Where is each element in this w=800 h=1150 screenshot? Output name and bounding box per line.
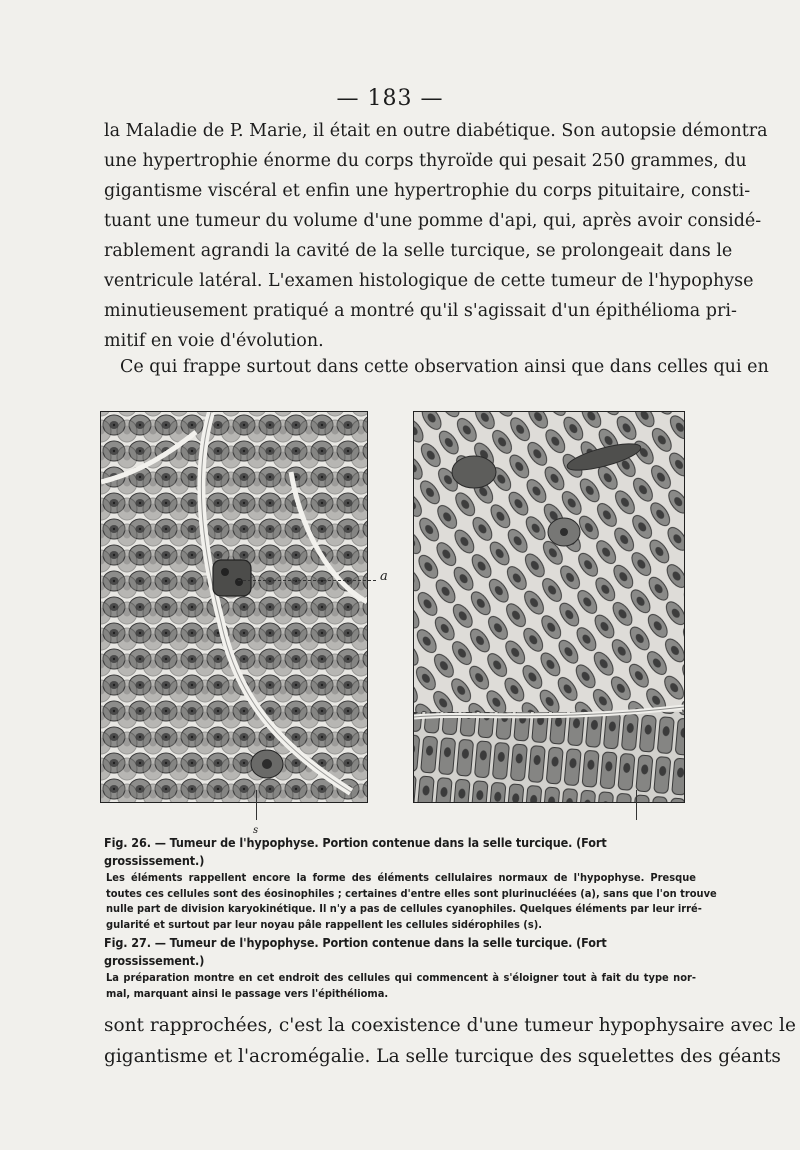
figure-label-s: s — [253, 825, 259, 836]
text-line: gigantisme viscéral et enfin une hypertrophie du corps pituitaire, consti- — [104, 181, 751, 201]
page-number: — 183 — — [336, 86, 444, 111]
figure-label-a: a — [380, 569, 388, 584]
text-line: Ce qui frappe surtout dans cette observation ainsi que dans celles qui en — [120, 357, 769, 377]
text-line: ventricule latéral. L'examen histologique de cette tumeur de l'hypophyse — [104, 271, 754, 291]
text-line: mitif en voie d'évolution. — [104, 331, 324, 351]
text-line: minutieusement pratiqué a montré qu'il s'agissait d'un épithélioma pri- — [104, 301, 737, 321]
caption-title: Fig. 27. — Tumeur de l'hypophyse. Portion contenue dans la selle turcique. (Fort grossissement.) — [104, 935, 607, 968]
text-line: sont rapprochées, c'est la coexistence d'une tumeur hypophysaire avec le — [104, 1015, 796, 1036]
caption-line: gularité et surtout par leur noyau pâle rappellent les cellules sidérophiles (s). — [106, 917, 543, 931]
cell-tissue-illustration — [414, 412, 684, 802]
text-line: la Maladie de P. Marie, il était en outre diabétique. Son autopsie démontra — [104, 121, 768, 141]
paragraph-3 — [104, 1010, 796, 1072]
caption-line: toutes ces cellules sont des éosinophiles ; certaines d'entre elles sont plurinucléées (a), sans que l'on trouve — [106, 886, 717, 900]
caption-line: La préparation montre en cet endroit des cellules qui commencent à s'éloigner tout à fait du type nor- — [106, 971, 696, 984]
cell-tissue-illustration — [101, 412, 367, 802]
caption-body — [104, 970, 696, 1001]
paragraph-1 — [104, 116, 768, 356]
figure-26-micrograph — [100, 411, 368, 803]
paragraph-2 — [104, 352, 769, 382]
caption-figure-27 — [104, 934, 696, 1001]
caption-line: nulle part de division karyokinétique. Il n'y a pas de cellules cyanophiles. Quelques éléments par leur irré- — [106, 902, 702, 915]
pointer-line-right — [636, 790, 637, 820]
caption-line: Les éléments rappellent encore la forme des éléments cellulaires normaux de l'hypophyse. Presque — [106, 871, 696, 884]
pointer-line-a — [238, 580, 376, 581]
figure-27-micrograph — [413, 411, 685, 803]
text-line: rablement agrandi la cavité de la selle turcique, se prolongeait dans le — [104, 241, 733, 261]
caption-line: mal, marquant ainsi le passage vers l'épithélioma. — [106, 986, 389, 1000]
text-line: tuant une tumeur du volume d'une pomme d'api, qui, après avoir considé- — [104, 211, 762, 231]
text-line: une hypertrophie énorme du corps thyroïde qui pesait 250 grammes, du — [104, 151, 747, 171]
pointer-line-s — [256, 790, 257, 820]
caption-title: Fig. 26. — Tumeur de l'hypophyse. Portion contenue dans la selle turcique. (Fort grossissement.) — [104, 835, 607, 868]
text-line: gigantisme et l'acromégalie. La selle turcique des squelettes des géants — [104, 1046, 781, 1067]
caption-figure-26 — [104, 834, 717, 932]
caption-body — [104, 870, 717, 932]
